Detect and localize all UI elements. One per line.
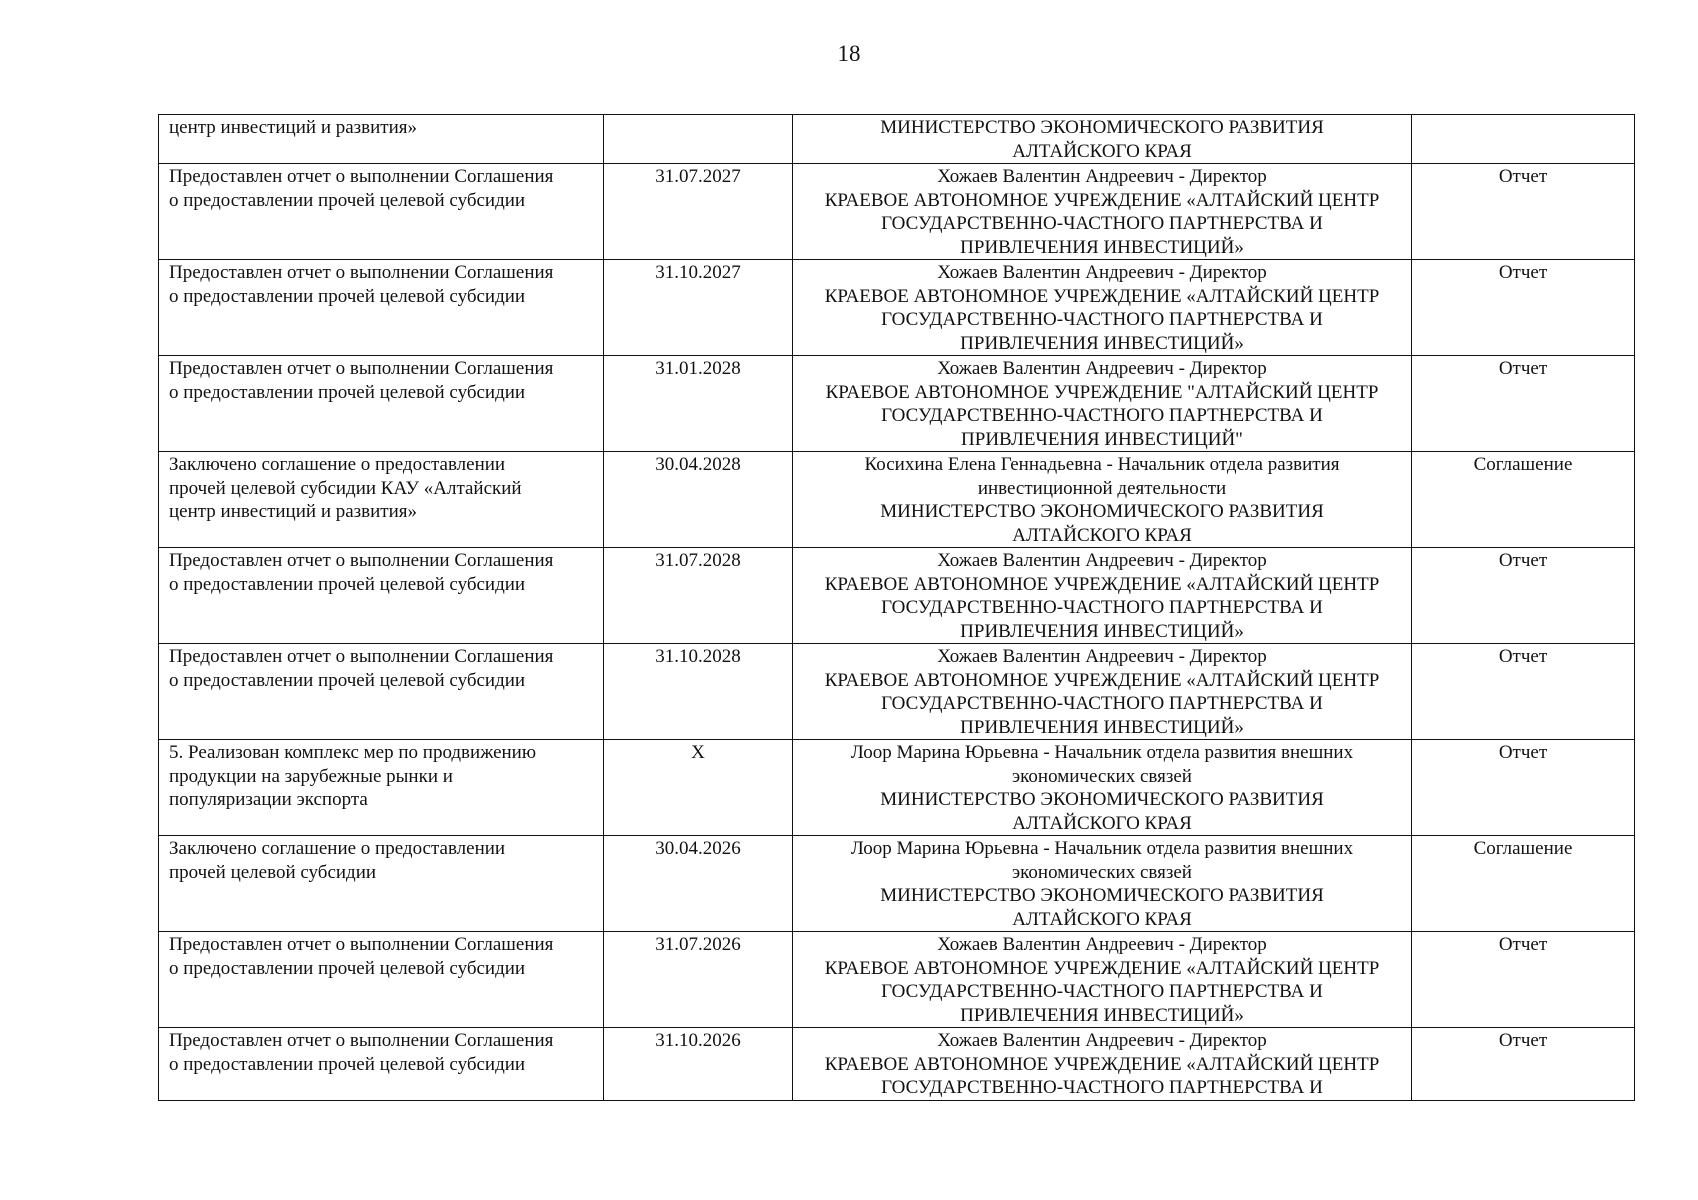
- cell-text-line: ПРИВЛЕЧЕНИЯ ИНВЕСТИЦИЙ»: [960, 620, 1244, 642]
- deadline-date-cell: [604, 115, 793, 164]
- cell-text: Отчет: [1498, 166, 1548, 187]
- cell-text: Соглашение: [1473, 838, 1573, 859]
- cell-text-line: Лоор Марина Юрьевна - Начальник отдела развития внешних: [850, 742, 1354, 763]
- cell-text: 30.04.2026: [655, 838, 741, 859]
- cell-text-line: ПРИВЛЕЧЕНИЯ ИНВЕСТИЦИЙ»: [960, 236, 1244, 258]
- responsible-person-cell: [793, 740, 1412, 836]
- page-number: 18: [837, 41, 861, 66]
- cell-text-line: о предоставлении прочей целевой субсидии: [169, 1053, 526, 1075]
- table-row: [159, 1028, 1635, 1101]
- document-type-cell: [1412, 836, 1635, 932]
- cell-text: 31.07.2027: [655, 166, 741, 187]
- cell-text-line: Хожаев Валентин Андреевич - Директор: [937, 262, 1267, 283]
- cell-text: 31.07.2026: [655, 934, 741, 955]
- cell-text-line: Хожаев Валентин Андреевич - Директор: [937, 1030, 1267, 1051]
- responsible-person-cell: [793, 115, 1412, 164]
- cell-text: 31.10.2026: [655, 1030, 741, 1051]
- cell-text-line: популяризации экспорта: [169, 789, 368, 810]
- responsible-person-cell: [793, 932, 1412, 1028]
- cell-text-line: Хожаев Валентин Андреевич - Директор: [937, 646, 1267, 667]
- plan-table: [158, 114, 1635, 1101]
- cell-text-line: Предоставлен отчет о выполнении Соглашения: [169, 262, 554, 283]
- cell-text: Отчет: [1498, 742, 1548, 763]
- cell-text-line: о предоставлении прочей целевой субсидии: [169, 381, 526, 403]
- responsible-person-cell: [793, 164, 1412, 260]
- table-row: [159, 548, 1635, 644]
- document-type-cell: [1412, 356, 1635, 452]
- cell-text-line: Хожаев Валентин Андреевич - Директор: [937, 166, 1267, 187]
- cell-text-line: КРАЕВОЕ АВТОНОМНОЕ УЧРЕЖДЕНИЕ «АЛТАЙСКИЙ ЦЕНТР: [824, 285, 1380, 307]
- cell-text-line: АЛТАЙСКОГО КРАЯ: [1012, 812, 1192, 834]
- cell-text: Отчет: [1498, 934, 1548, 955]
- responsible-person-cell: [793, 836, 1412, 932]
- table-row: [159, 356, 1635, 452]
- cell-text: Отчет: [1498, 358, 1548, 379]
- cell-text-line: Предоставлен отчет о выполнении Соглашения: [169, 550, 554, 571]
- deadline-date-cell: [604, 932, 793, 1028]
- cell-text-line: продукции на зарубежные рынки и: [169, 765, 453, 787]
- cell-text: Отчет: [1498, 1030, 1548, 1051]
- cell-text-line: о предоставлении прочей целевой субсидии: [169, 189, 526, 211]
- cell-text-line: ГОСУДАРСТВЕННО-ЧАСТНОГО ПАРТНЕРСТВА И: [881, 693, 1323, 714]
- cell-text-line: ПРИВЛЕЧЕНИЯ ИНВЕСТИЦИЙ»: [960, 332, 1244, 354]
- cell-text-line: центр инвестиций и развития»: [169, 117, 418, 138]
- deadline-date-cell: [604, 836, 793, 932]
- cell-text-line: Хожаев Валентин Андреевич - Директор: [937, 934, 1267, 955]
- result-description-cell: [159, 644, 604, 740]
- cell-text-line: ПРИВЛЕЧЕНИЯ ИНВЕСТИЦИЙ»: [960, 1004, 1244, 1026]
- deadline-date-cell: [604, 164, 793, 260]
- table-row: [159, 836, 1635, 932]
- cell-text-line: о предоставлении прочей целевой субсидии: [169, 669, 526, 691]
- table-row: [159, 115, 1635, 164]
- table-row: [159, 452, 1635, 548]
- cell-text-line: Предоставлен отчет о выполнении Соглашения: [169, 358, 554, 379]
- document-type-cell: [1412, 260, 1635, 356]
- cell-text-line: АЛТАЙСКОГО КРАЯ: [1012, 524, 1192, 546]
- table-body: [159, 115, 1635, 1101]
- cell-text-line: МИНИСТЕРСТВО ЭКОНОМИЧЕСКОГО РАЗВИТИЯ: [880, 885, 1324, 906]
- cell-text: 31.07.2028: [655, 550, 741, 571]
- cell-text-line: прочей целевой субсидии КАУ «Алтайский: [169, 477, 522, 499]
- cell-text-line: АЛТАЙСКОГО КРАЯ: [1012, 908, 1192, 930]
- cell-text-line: ГОСУДАРСТВЕННО-ЧАСТНОГО ПАРТНЕРСТВА И: [881, 597, 1323, 618]
- cell-text-line: Предоставлен отчет о выполнении Соглашения: [169, 646, 554, 667]
- cell-text: Отчет: [1498, 550, 1548, 571]
- responsible-person-cell: [793, 356, 1412, 452]
- cell-text-line: о предоставлении прочей целевой субсидии: [169, 573, 526, 595]
- deadline-date-cell: [604, 740, 793, 836]
- cell-text-line: Хожаев Валентин Андреевич - Директор: [937, 358, 1267, 379]
- cell-text-line: 5. Реализован комплекс мер по продвижению: [169, 742, 537, 763]
- deadline-date-cell: [604, 1028, 793, 1101]
- result-description-cell: [159, 164, 604, 260]
- cell-text-line: МИНИСТЕРСТВО ЭКОНОМИЧЕСКОГО РАЗВИТИЯ: [880, 117, 1324, 138]
- table-row: [159, 644, 1635, 740]
- cell-text-line: о предоставлении прочей целевой субсидии: [169, 285, 526, 307]
- cell-text-line: Хожаев Валентин Андреевич - Директор: [937, 550, 1267, 571]
- cell-text-line: Заключено соглашение о предоставлении: [169, 838, 506, 859]
- deadline-date-cell: [604, 452, 793, 548]
- cell-text-line: КРАЕВОЕ АВТОНОМНОЕ УЧРЕЖДЕНИЕ «АЛТАЙСКИЙ ЦЕНТР: [824, 957, 1380, 979]
- cell-text-line: центр инвестиций и развития»: [169, 501, 418, 522]
- responsible-person-cell: [793, 452, 1412, 548]
- cell-text-line: МИНИСТЕРСТВО ЭКОНОМИЧЕСКОГО РАЗВИТИЯ: [880, 501, 1324, 522]
- cell-text-line: инвестиционной деятельности: [977, 477, 1227, 499]
- deadline-date-cell: [604, 260, 793, 356]
- responsible-person-cell: [793, 644, 1412, 740]
- table-row: [159, 164, 1635, 260]
- document-type-cell: [1412, 548, 1635, 644]
- cell-text-line: ПРИВЛЕЧЕНИЯ ИНВЕСТИЦИЙ": [961, 428, 1243, 450]
- cell-text-line: КРАЕВОЕ АВТОНОМНОЕ УЧРЕЖДЕНИЕ «АЛТАЙСКИЙ ЦЕНТР: [824, 189, 1380, 211]
- cell-text-line: Заключено соглашение о предоставлении: [169, 454, 506, 475]
- cell-text-line: МИНИСТЕРСТВО ЭКОНОМИЧЕСКОГО РАЗВИТИЯ: [880, 789, 1324, 810]
- table-row: [159, 740, 1635, 836]
- cell-text: X: [691, 742, 705, 763]
- cell-text-line: Предоставлен отчет о выполнении Соглашения: [169, 166, 554, 187]
- result-description-cell: [159, 932, 604, 1028]
- document-type-cell: [1412, 115, 1635, 164]
- cell-text: Соглашение: [1473, 454, 1573, 475]
- cell-text: Отчет: [1498, 646, 1548, 667]
- result-description-cell: [159, 740, 604, 836]
- table-row: [159, 260, 1635, 356]
- cell-text: 31.10.2028: [655, 646, 741, 667]
- cell-text-line: АЛТАЙСКОГО КРАЯ: [1012, 140, 1192, 162]
- responsible-person-cell: [793, 260, 1412, 356]
- responsible-person-cell: [793, 1028, 1412, 1101]
- cell-text: 31.01.2028: [655, 358, 741, 379]
- document-type-cell: [1412, 740, 1635, 836]
- cell-text: 31.10.2027: [655, 262, 741, 283]
- document-type-cell: [1412, 164, 1635, 260]
- result-description-cell: [159, 115, 604, 164]
- result-description-cell: [159, 836, 604, 932]
- cell-text-line: экономических связей: [1012, 765, 1192, 787]
- cell-text-line: ГОСУДАРСТВЕННО-ЧАСТНОГО ПАРТНЕРСТВА И: [881, 309, 1323, 330]
- cell-text-line: КРАЕВОЕ АВТОНОМНОЕ УЧРЕЖДЕНИЕ «АЛТАЙСКИЙ ЦЕНТР: [824, 1053, 1380, 1075]
- deadline-date-cell: [604, 548, 793, 644]
- cell-text-line: КРАЕВОЕ АВТОНОМНОЕ УЧРЕЖДЕНИЕ «АЛТАЙСКИЙ ЦЕНТР: [824, 669, 1380, 691]
- result-description-cell: [159, 548, 604, 644]
- cell-text-line: экономических связей: [1012, 861, 1192, 883]
- cell-text-line: ГОСУДАРСТВЕННО-ЧАСТНОГО ПАРТНЕРСТВА И: [881, 981, 1323, 1002]
- cell-text: 30.04.2028: [655, 454, 741, 475]
- document-type-cell: [1412, 644, 1635, 740]
- document-type-cell: [1412, 1028, 1635, 1101]
- deadline-date-cell: [604, 356, 793, 452]
- cell-text-line: Предоставлен отчет о выполнении Соглашения: [169, 1030, 554, 1051]
- cell-text-line: Лоор Марина Юрьевна - Начальник отдела развития внешних: [850, 838, 1354, 859]
- document-type-cell: [1412, 932, 1635, 1028]
- responsible-person-cell: [793, 548, 1412, 644]
- cell-text-line: ГОСУДАРСТВЕННО-ЧАСТНОГО ПАРТНЕРСТВА И: [881, 1077, 1323, 1098]
- cell-text-line: прочей целевой субсидии: [169, 861, 377, 883]
- result-description-cell: [159, 452, 604, 548]
- cell-text-line: КРАЕВОЕ АВТОНОМНОЕ УЧРЕЖДЕНИЕ "АЛТАЙСКИЙ ЦЕНТР: [825, 381, 1379, 403]
- cell-text-line: о предоставлении прочей целевой субсидии: [169, 957, 526, 979]
- document-type-cell: [1412, 452, 1635, 548]
- cell-text-line: КРАЕВОЕ АВТОНОМНОЕ УЧРЕЖДЕНИЕ «АЛТАЙСКИЙ ЦЕНТР: [824, 573, 1380, 595]
- cell-text-line: ГОСУДАРСТВЕННО-ЧАСТНОГО ПАРТНЕРСТВА И: [881, 213, 1323, 234]
- cell-text-line: ПРИВЛЕЧЕНИЯ ИНВЕСТИЦИЙ»: [960, 716, 1244, 738]
- result-description-cell: [159, 1028, 604, 1101]
- result-description-cell: [159, 356, 604, 452]
- cell-text-line: Предоставлен отчет о выполнении Соглашения: [169, 934, 554, 955]
- cell-text-line: ГОСУДАРСТВЕННО-ЧАСТНОГО ПАРТНЕРСТВА И: [881, 405, 1323, 426]
- result-description-cell: [159, 260, 604, 356]
- table-row: [159, 932, 1635, 1028]
- cell-text: Отчет: [1498, 262, 1548, 283]
- deadline-date-cell: [604, 644, 793, 740]
- cell-text-line: Косихина Елена Геннадьевна - Начальник отдела развития: [864, 454, 1340, 475]
